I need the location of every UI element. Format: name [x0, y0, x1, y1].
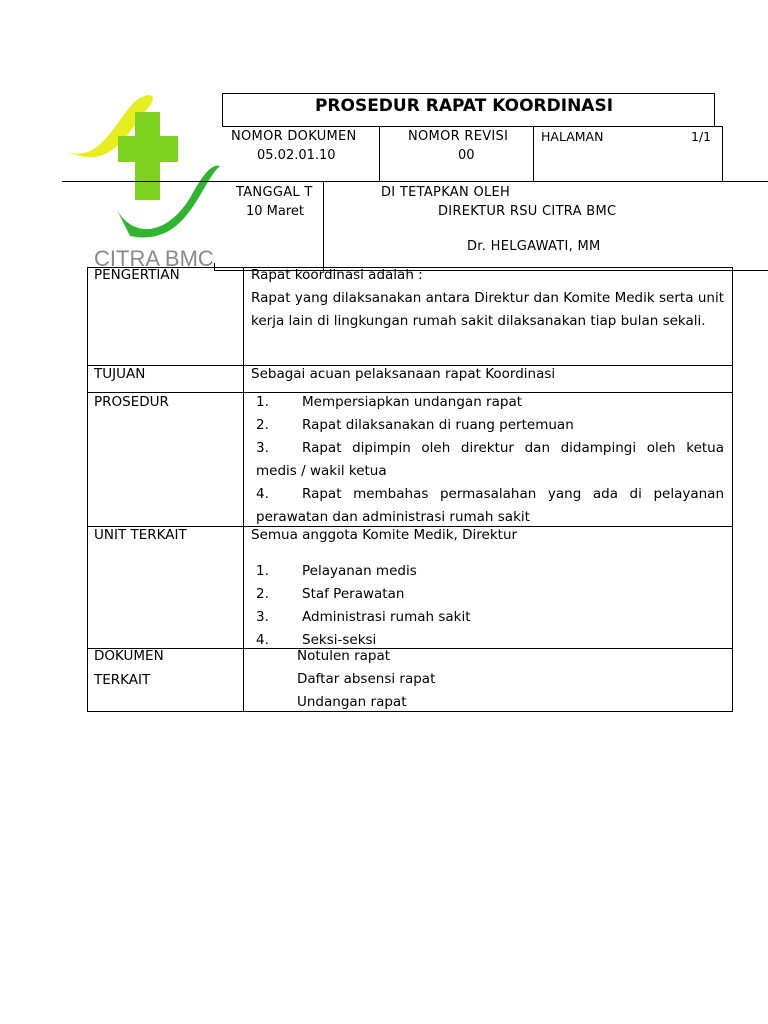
list-item-text: Staf Perawatan: [302, 586, 405, 602]
revisi-halaman-divider: [533, 126, 534, 181]
dokumen-revisi-divider: [379, 126, 380, 181]
tujuan-label: TUJUAN: [94, 366, 146, 382]
logo-text: CITRA BMC: [94, 246, 214, 268]
hospital-logo: [60, 88, 230, 268]
cross-horizontal: [118, 136, 178, 162]
list-item-text: Rapat dilaksanakan di ruang pertemuan: [302, 417, 574, 433]
list-item: [256, 391, 724, 414]
list-item: [256, 437, 724, 483]
unit-terkait-list: [256, 560, 471, 652]
list-item-number: 3.: [256, 609, 269, 625]
document-title: PROSEDUR RAPAT KOORDINASI: [314, 96, 614, 116]
list-item: Daftar absensi rapat: [297, 671, 436, 687]
tanggal-divider: [323, 181, 324, 271]
nomor-revisi-value: 00: [458, 148, 475, 163]
list-item: [256, 560, 471, 583]
list-item-text: Administrasi rumah sakit: [302, 609, 471, 625]
prosedur-list: [256, 391, 724, 529]
list-item: Notulen rapat: [297, 648, 391, 664]
ditetapkan-nama: Dr. HELGAWATI, MM: [467, 239, 601, 254]
pengertian-label: PENGERTIAN: [94, 267, 180, 283]
list-item-text: Rapat dipimpin oleh direktur dan didampingi oleh ketua medis / wakil ketua: [256, 440, 724, 479]
unit-terkait-intro: Semua anggota Komite Medik, Direktur: [251, 527, 518, 543]
header-right-border: [714, 93, 715, 126]
header-left-border: [222, 93, 223, 126]
list-item-number: 2.: [256, 417, 269, 433]
dokumen-terkait-label-line2: TERKAIT: [94, 672, 151, 688]
list-item: [256, 483, 724, 529]
nomor-dokumen-value: 05.02.01.10: [257, 148, 336, 163]
tanggal-label: TANGGAL T: [236, 185, 313, 200]
halaman-value: 1/1: [691, 129, 712, 144]
list-item: [256, 606, 471, 629]
halaman-label: HALAMAN: [541, 129, 604, 144]
list-item: [256, 583, 471, 606]
list-item: Undangan rapat: [297, 694, 407, 710]
pengertian-body: Rapat yang dilaksanakan antara Direktur dan Komite Medik serta unit kerja lain di lingkungan rumah sakit dilaksanakan tiap bulan sekali.: [251, 290, 724, 329]
header-top-border: [222, 93, 715, 94]
dokumen-terkait-list: [297, 645, 435, 714]
list-item: [256, 414, 724, 437]
ditetapkan-jabatan: DIREKTUR RSU CITRA BMC: [438, 204, 617, 219]
list-item-number: 1.: [256, 394, 269, 410]
list-item-number: 3.: [256, 440, 269, 456]
nomor-revisi-label: NOMOR REVISI: [408, 129, 509, 144]
title-bottom-border: [222, 126, 722, 127]
tujuan-text: Sebagai acuan pelaksanaan rapat Koordinasi: [251, 366, 556, 382]
citra-bmc-logo-graphic: [60, 88, 230, 268]
list-item-number: 2.: [256, 586, 269, 602]
list-item-number: 4.: [256, 486, 269, 502]
halaman-right-border: [722, 126, 723, 181]
list-item-number: 1.: [256, 563, 269, 579]
ditetapkan-label: DI TETAPKAN OLEH: [381, 185, 511, 200]
list-item-text: Seksi-seksi: [302, 632, 377, 648]
list-item-text: Mempersiapkan undangan rapat: [302, 394, 523, 410]
green-swoosh: [115, 166, 220, 238]
dokumen-terkait-label-line1: DOKUMEN: [94, 648, 164, 664]
prosedur-label: PROSEDUR: [94, 394, 169, 410]
list-item-number: 4.: [256, 632, 269, 648]
list-item-text: Rapat membahas permasalahan yang ada di pelayanan perawatan dan administrasi rumah sakit: [256, 486, 724, 525]
table-column-divider: [243, 267, 244, 712]
unit-terkait-label: UNIT TERKAIT: [94, 527, 187, 543]
info-row-bottom-border: [62, 181, 768, 182]
list-item-text: Pelayanan medis: [302, 563, 417, 579]
pengertian-intro: Rapat koordinasi adalah :: [251, 267, 423, 283]
table-right-border: [732, 267, 733, 712]
nomor-dokumen-label: NOMOR DOKUMEN: [231, 129, 357, 144]
tanggal-value: 10 Maret: [246, 204, 305, 219]
table-left-border: [87, 267, 88, 712]
